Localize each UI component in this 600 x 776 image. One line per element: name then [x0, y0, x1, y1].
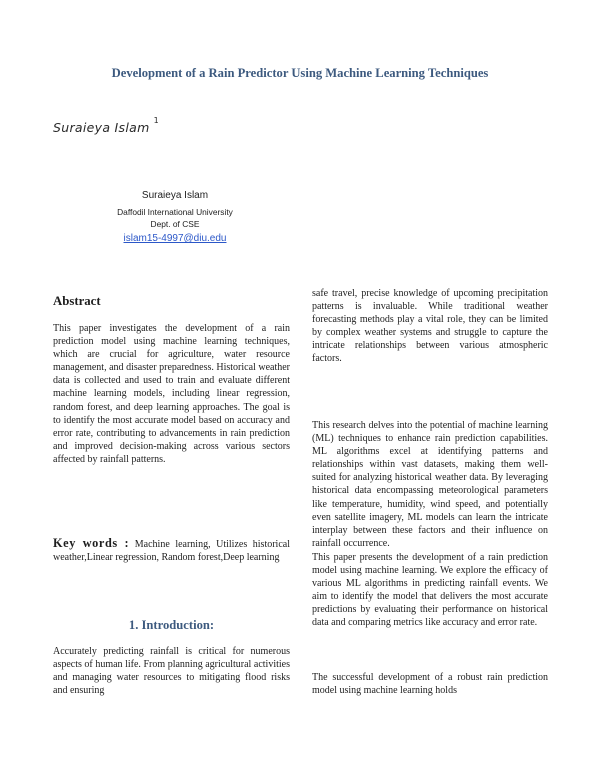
author-line [53, 116, 159, 136]
intro-column-right-2 [312, 419, 548, 550]
abstract-heading: Abstract [53, 294, 101, 308]
affiliation-department: Dept. of CSE [150, 219, 200, 229]
intro-paragraph-3: This research delves into the potential of machine learning (ML) techniques to enhance rain prediction capabilities. ML algorithms excel at identifying patterns and relationships within vast datasets, making them well-suited for analyzing historical weather data. By leveraging historical data encompassing meteorological parameters like temperature, humidity, wind speed, and potentially even satellite imagery, ML models can learn the intricate interplay between these factors and their influence on rainfall occurrence. [312, 420, 548, 549]
affiliation-name: Suraieya Islam [141, 190, 209, 201]
intro-paragraph-5: The successful development of a robust rain prediction model using machine learning holds [312, 672, 548, 697]
intro-column-left [53, 645, 290, 697]
keywords-heading: Key words : [53, 536, 130, 550]
paper-title: Development of a Rain Predictor Using Machine Learning Techniques [111, 66, 489, 80]
abstract-text: This paper investigates the development of a rain prediction model using machine learning techniques, which are crucial for agriculture, water resource management, and disaster preparedness. Historical weather data is collected and used to train and evaluate different machine learning models, including linear regression, random forest, and deep learning approaches. The goal is to identify the most accurate model based on accuracy and error rate, contributing to advancements in rain prediction and improved decision-making across various sectors affected by rainfall patterns. [53, 323, 290, 465]
intro-paragraph-2: safe travel, precise knowledge of upcoming precipitation patterns is invaluable. While traditional weather forecasting methods play a vital role, they can be limited by complex weather systems and struggle to capture the intricate relationships between various atmospheric factors. [312, 288, 548, 365]
intro-paragraph-1: Accurately predicting rainfall is critical for numerous aspects of human life. From planning agricultural activities and managing water resources to mitigating flood risks and ensuring [53, 646, 290, 697]
affiliation-email-link[interactable]: islam15-4997@diu.edu [123, 233, 227, 244]
keywords-block [53, 537, 290, 564]
intro-column-right-1 [312, 287, 548, 366]
intro-column-right-3 [312, 551, 548, 630]
affiliation-university: Daffodil International University [117, 207, 233, 217]
introduction-heading: 1. Introduction: [128, 618, 215, 632]
intro-column-right-4 [312, 671, 548, 697]
intro-paragraph-4: This paper presents the development of a rain prediction model using machine learning. We explore the efficacy of various ML algorithms in predicting rainfall events. We aim to identify the model that delivers the most accurate predictions by evaluating their performance on historical data and comparing metrics like accuracy and error rate. [312, 552, 548, 629]
abstract-body [53, 322, 290, 466]
keywords-paragraph [53, 537, 290, 564]
author-superscript: 1 [153, 116, 159, 125]
author-name: Suraieya Islam [53, 120, 150, 136]
keywords-text: Machine learning, Utilizes historical weather,Linear regression, Random forest,Deep learning [53, 539, 290, 564]
